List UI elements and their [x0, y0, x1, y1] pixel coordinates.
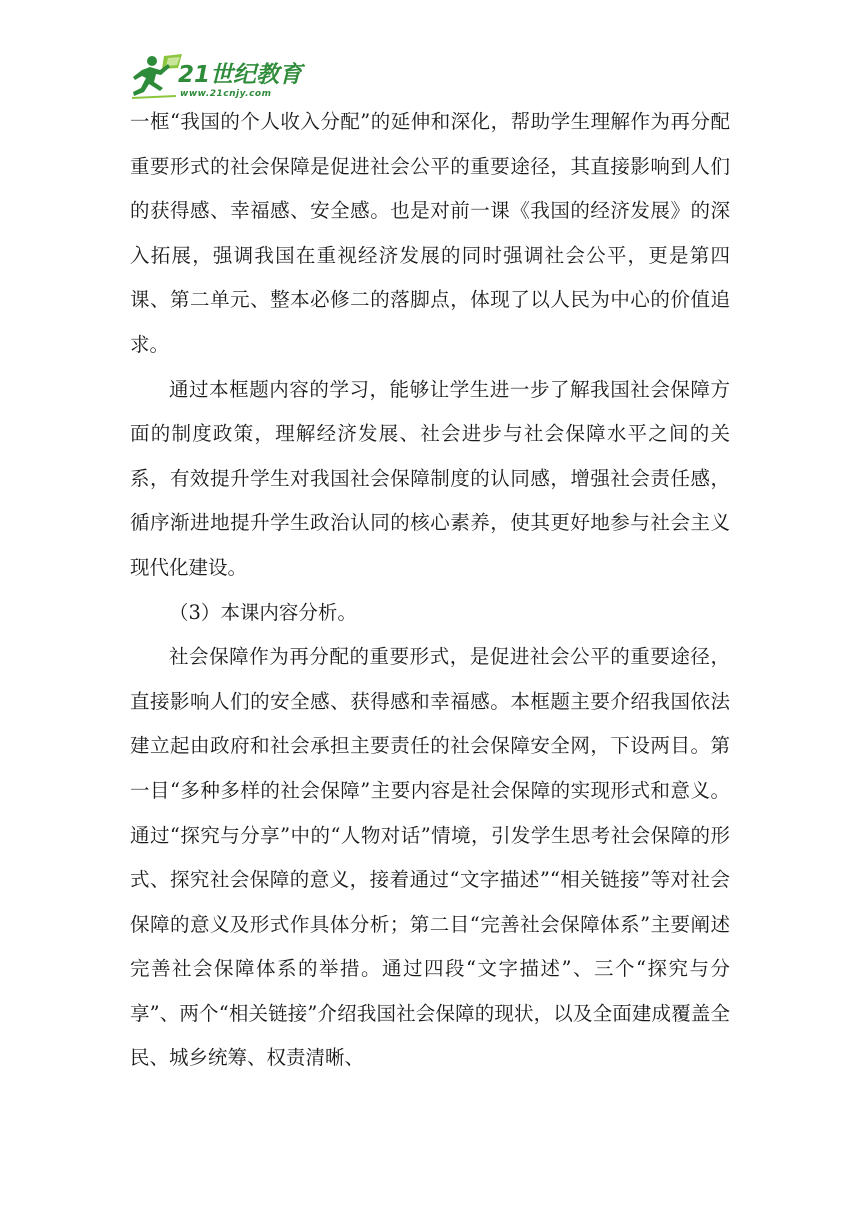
logo: [130, 52, 310, 102]
paragraph-2: 通过本框题内容的学习，能够让学生进一步了解我国社会保障方面的制度政策，理解经济发展、社会进步与社会保障水平之间的关系，有效提升学生对我国社会保障制度的认同感，增强社会责任感，循序渐进地提升学生政治认同的核心素养，使其更好地参与社会主义现代化建设。: [130, 377, 730, 579]
logo-text: 21世纪教育: [178, 62, 303, 88]
section-heading: （3）本课内容分析。: [169, 600, 357, 624]
logo-url: www.21cnjy.com: [180, 89, 272, 99]
document-body: [130, 100, 730, 1081]
runner-logo-icon: [130, 52, 310, 102]
paragraph-1: 一框“我国的个人收入分配”的延伸和深化，帮助学生理解作为再分配重要形式的社会保障是促进社会公平的重要途径，其直接影响到人们的获得感、幸福感、安全感。也是对前一课《我国的经济发展》的深入拓展，强调我国在重视经济发展的同时强调社会公平，更是第四课、第二单元、整本必修二的落脚点，体现了以人民为中心的价值追求。: [130, 110, 730, 356]
paragraph-3: 社会保障作为再分配的重要形式，是促进社会公平的重要途径，直接影响人们的安全感、获得感和幸福感。本框题主要介绍我国依法建立起由政府和社会承担主要责任的社会保障安全网，下设两目。第一目“多种多样的社会保障”主要内容是社会保障的实现形式和意义。通过“探究与分享”中的“人物对话”情境，引发学生思考社会保障的形式、探究社会保障的意义，接着通过“文字描述”“相关链接”等对社会保障的意义及形式作具体分析；第二目“完善社会保障体系”主要阐述完善社会保障体系的举措。通过四段“文字描述”、三个“探究与分享”、两个“相关链接”介绍我国社会保障的现状，以及全面建成覆盖全民、城乡统筹、权责清晰、: [130, 645, 730, 1070]
